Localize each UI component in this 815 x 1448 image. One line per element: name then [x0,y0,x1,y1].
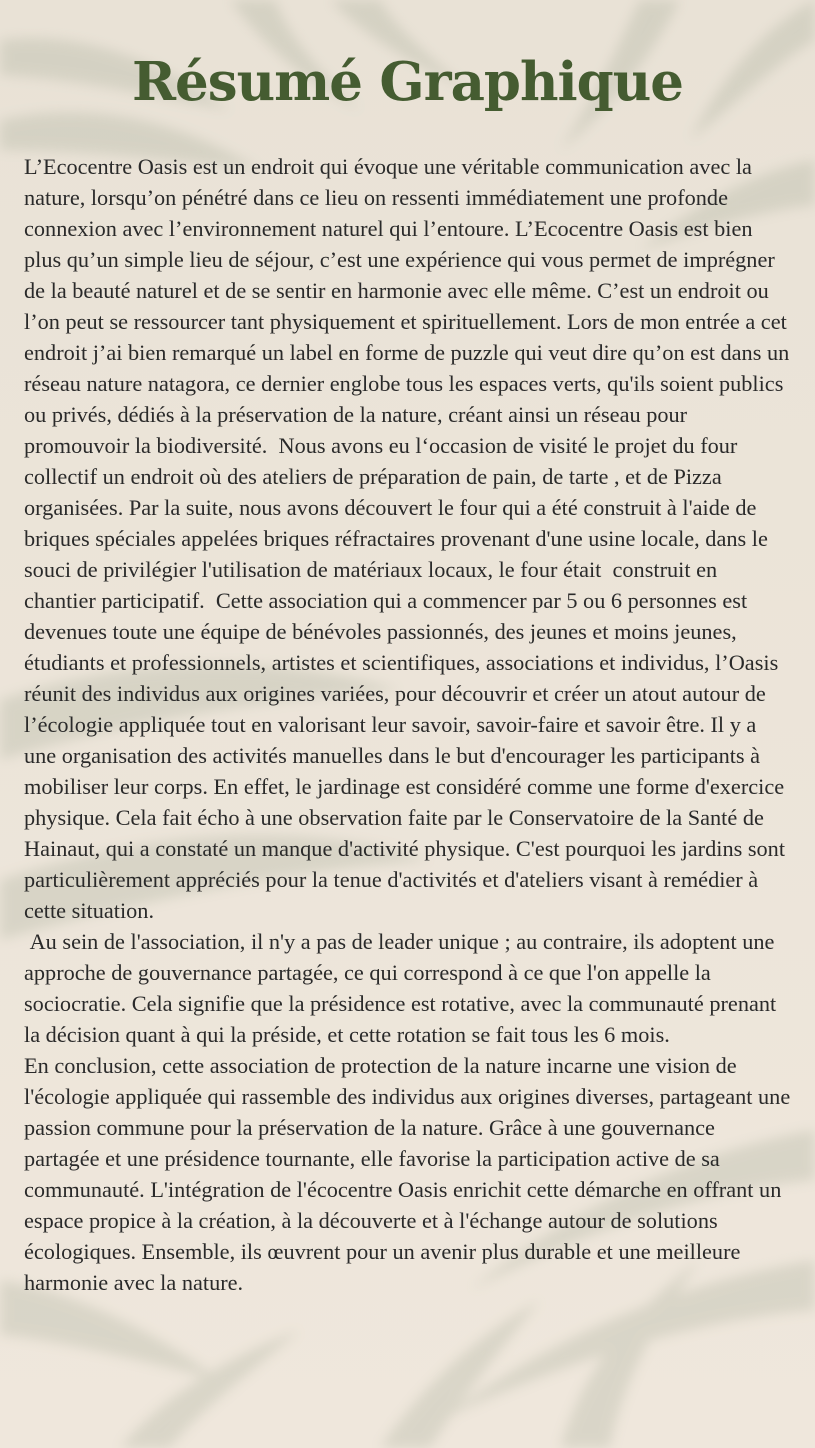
page-title: Résumé Graphique [132,51,683,113]
body-paragraph: L’Ecocentre Oasis est un endroit qui évoque une véritable communication avec la nature, lorsqu’on pénétré dans ce lieu on ressenti immédiatement une profonde connexion avec l’environnement naturel qui l’entoure. L’Ecocentre Oasis est bien plus qu’un simple lieu de séjour, c’est une expérience qui vous permet de imprégner de la beauté naturel et de se sentir en harmonie avec elle même. C’est un endroit ou l’on peut se ressourcer tant physiquement et spirituellement. Lors de mon entrée a cet endroit j’ai bien remarqué un label en forme de puzzle qui veut dire qu’on est dans un réseau nature natagora, ce dernier englobe tous les espaces verts, qu'ils soient publics ou privés, dédiés à la préservation de la nature, créant ainsi un réseau pour promouvoir la biodiversité. Nous avons eu l‘occasion de visité le projet du four collectif un endroit où des ateliers de préparation de pain, de tarte , et de Pizza organisées. Par la suite, nous avons découvert le four qui a été construit à l'aide de briques spéciales appelées briques réfractaires provenant d'une usine locale, dans le souci de privilégier l'utilisation de matériaux locaux, le four était construit en chantier participatif. Cette association qui a commencer par 5 ou 6 personnes est devenues toute une équipe de bénévoles passionnés, des jeunes et moins jeunes, étudiants et professionnels, artistes et scientifiques, associations et individus, l’Oasis réunit des individus aux origines variées, pour découvrir et créer un atout autour de l’écologie appliquée tout en valorisant leur savoir, savoir-faire et savoir être. Il y a une organisation des activités manuelles dans le but d'encourager les participants à mobiliser leur corps. En effet, le jardinage est considéré comme une forme d'exercice physique. Cela fait écho à une observation faite par le Conservatoire de la Santé de Hainaut, qui a constaté un manque d'activité physique. C'est pourquoi les jardins sont particulièrement appréciés pour la tenue d'activités et d'ateliers visant à remédier à cette situation. Au sein de l'association, il n'y a pas de leader unique ; au contraire, ils adoptent une approche de gouvernance partagée, ce qui correspond à ce que l'on appelle la sociocratie. Cela signifie que la présidence est rotative, avec la communauté prenant la décision quant à qui la préside, et cette rotation se fait tous les 6 mois. En conclusion, cette association de protection de la nature incarne une vision de l'écologie appliquée qui rassemble des individus aux origines diverses, partageant une passion commune pour la préservation de la nature. Grâce à une gouvernance partagée et une présidence tournante, elle favorise la participation active de sa communauté. L'intégration de l'écocentre Oasis enrichit cette démarche en offrant un espace propice à la création, à la découverte et à l'échange autour de solutions écologiques. Ensemble, ils œuvrent pour un avenir plus durable et une meilleure harmonie avec la nature. [24,154,791,1295]
